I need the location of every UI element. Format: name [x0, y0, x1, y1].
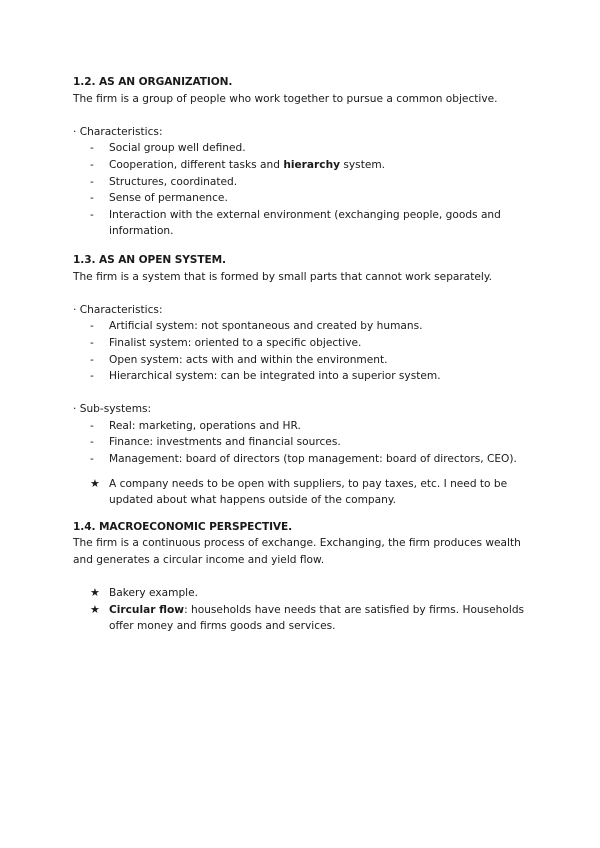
heading-1-4: 1.4. MACROECONOMIC PERSPECTIVE.: [73, 520, 293, 533]
characteristics-list-1-2: [73, 140, 533, 240]
subsystems-list: [73, 418, 533, 468]
heading-1-3: 1.3. AS AN OPEN SYSTEM.: [73, 253, 226, 266]
list-item: - Finalist system: oriented to a specific objective.: [73, 335, 533, 352]
list-item: - Hierarchical system: can be integrated into a superior system.: [73, 368, 533, 385]
list-item: - Finance: investments and financial sources.: [73, 434, 533, 451]
list-item: - Sense of permanence.: [73, 190, 533, 207]
list-item: ★ A company needs to be open with suppliers, to pay taxes, etc. I need to be updated about what happens outside of the company.: [90, 476, 508, 507]
star-icon: ★: [90, 586, 100, 600]
list-item: ★ Bakery example.: [73, 585, 533, 602]
list-item: ★ Circular flow: households have needs that are satisfied by firms. Households offer money and firms goods and services.: [90, 602, 525, 633]
characteristics-list-1-3: [73, 318, 533, 384]
list-item: - Management: board of directors (top management: board of directors, CEO).: [73, 451, 533, 468]
heading-1-2: 1.2. AS AN ORGANIZATION.: [73, 76, 233, 88]
star-icon: ★: [90, 602, 100, 616]
list-item: - Open system: acts with and within the environment.: [73, 352, 533, 369]
characteristics-label-1-3: · Characteristics:: [73, 303, 163, 316]
list-item: - Interaction with the external environment (exchanging people, goods and information.: [73, 207, 533, 240]
subsystems-label: · Sub-systems:: [73, 403, 152, 416]
list-item: - Artificial system: not spontaneous and created by humans.: [73, 318, 533, 335]
note-list-1-3: [73, 476, 533, 509]
intro-1-2: The firm is a group of people who work together to pursue a common objective.: [73, 92, 498, 105]
intro-1-4: The firm is a continuous process of exchange. Exchanging, the firm produces wealth and generates a circular income and yield flow.: [73, 537, 521, 567]
list-item: - Cooperation, different tasks and hierarchy system.: [73, 157, 533, 174]
note-list-1-4: [73, 585, 533, 635]
star-icon: ★: [90, 476, 100, 490]
characteristics-label-1-2: · Characteristics:: [73, 125, 163, 138]
intro-1-3: The firm is a system that is formed by small parts that cannot work separately.: [73, 270, 493, 283]
document-content: [73, 74, 533, 635]
list-item: - Structures, coordinated.: [73, 174, 533, 191]
list-item: - Social group well defined.: [73, 140, 533, 157]
list-item: - Real: marketing, operations and HR.: [73, 418, 533, 435]
